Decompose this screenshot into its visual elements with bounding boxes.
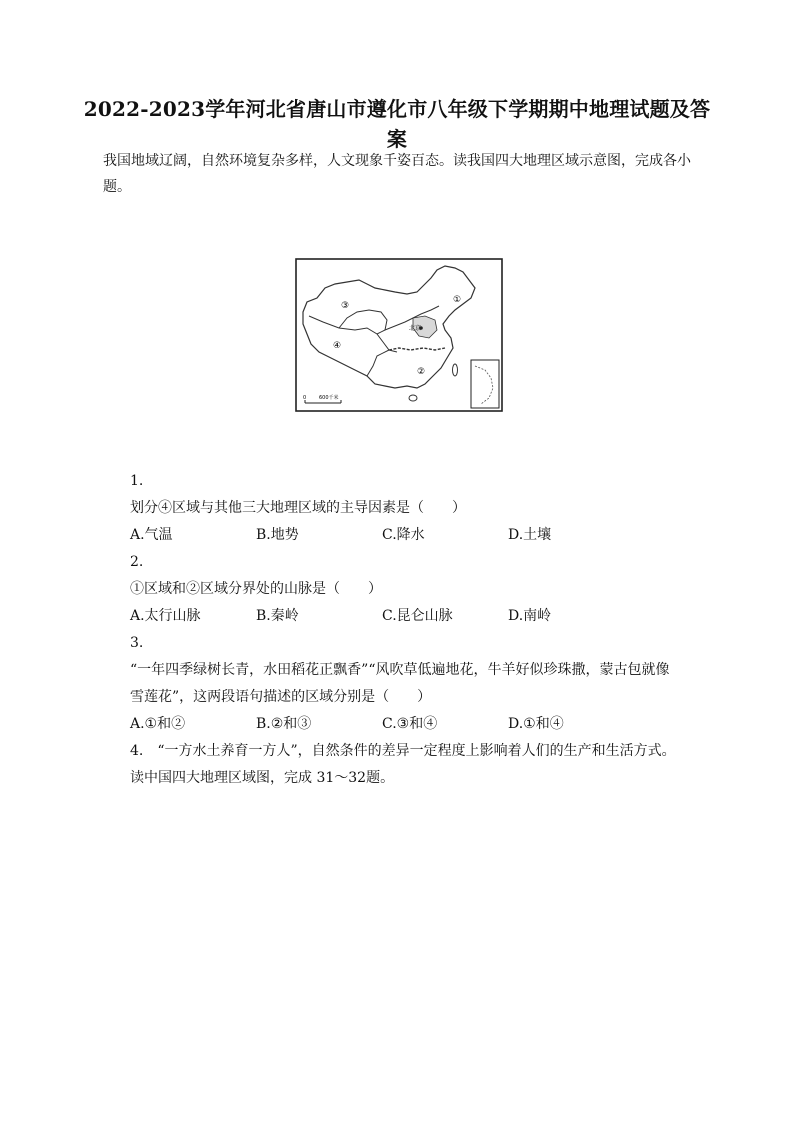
option-d: D.①和④ <box>508 716 564 732</box>
option-c: C.昆仑山脉 <box>382 608 453 624</box>
option-a: A.太行山脉 <box>130 608 201 624</box>
question-number: 1. <box>130 473 144 489</box>
title-line-1: 2022-2023学年河北省唐山市遵化市八年级下学期期中地理试题及答 <box>83 97 711 121</box>
option-b: B.秦岭 <box>256 608 299 624</box>
region-label-3: ③ <box>341 301 350 311</box>
question-list <box>130 468 730 792</box>
question-stem: 划分④区域与其他三大地理区域的主导因素是（ ） <box>130 500 466 516</box>
intro-line-1: 我国地域辽阔，自然环境复杂多样，人文现象千姿百态。读我国四大地理区域示意图，完成各小 <box>103 153 691 169</box>
option-c: C.降水 <box>382 527 425 543</box>
option-row <box>130 711 730 738</box>
question-stem: ①区域和②区域分界处的山脉是（ ） <box>130 581 382 597</box>
option-b: B.地势 <box>256 527 299 543</box>
question-stem-line-1 <box>130 738 730 765</box>
beijing-label: 北京 <box>409 325 422 332</box>
option-a: A.气温 <box>130 527 173 543</box>
option-c: C.③和④ <box>382 716 438 732</box>
scale-distance-label: 600千米 <box>319 395 339 401</box>
scale-zero-label: 0 <box>303 395 307 401</box>
intro-line-2: 题。 <box>103 179 131 195</box>
option-a: A.①和② <box>130 716 186 732</box>
question-stem-line-2: 雪莲花”，这两段语句描述的区域分别是（ ） <box>130 689 432 705</box>
question-4 <box>130 738 730 792</box>
title-line-2: 案 <box>386 127 408 151</box>
option-d: D.土壤 <box>508 527 552 543</box>
region-label-2: ② <box>417 367 426 377</box>
option-d: D.南岭 <box>508 608 552 624</box>
question-stem-text: “一方水土养育一方人”，自然条件的差异一定程度上影响着人们的生产和生活方式。 <box>157 743 676 759</box>
document-title <box>60 94 734 154</box>
question-number: 2. <box>130 554 144 570</box>
question-1 <box>130 468 730 549</box>
question-number: 4. <box>130 743 144 759</box>
region-label-4: ④ <box>333 341 342 351</box>
intro-paragraph <box>103 148 703 200</box>
question-stem-line-2: 读中国四大地理区域图，完成 31～32题。 <box>130 770 395 786</box>
region-label-1: ① <box>453 295 462 305</box>
option-b: B.②和③ <box>256 716 312 732</box>
question-3 <box>130 630 730 738</box>
option-row <box>130 603 730 630</box>
question-2 <box>130 549 730 630</box>
question-number: 3. <box>130 635 144 651</box>
map-figure <box>295 258 503 412</box>
china-regions-map <box>295 258 503 412</box>
question-stem-line-1: “一年四季绿树长青，水田稻花正飘香”“风吹草低遍地花，牛羊好似珍珠撒，蒙古包就像 <box>130 662 670 678</box>
option-row <box>130 522 730 549</box>
